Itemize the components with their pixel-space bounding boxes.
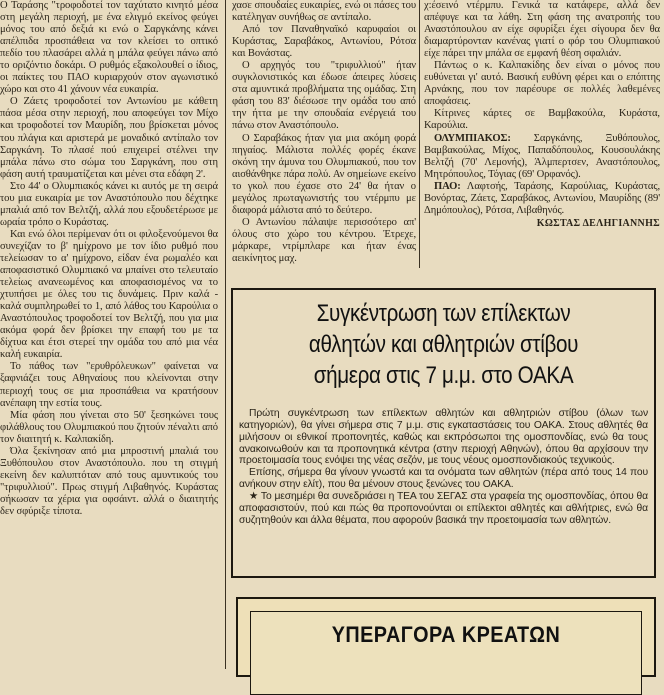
headline-line: αθλητών και αθλητριών στίβου — [308, 331, 579, 358]
lineup-text: Λαφτσής, Ταράσης, Καρούλιας, Κυράστας, Βονόρτας, Ζάετς, Σαραβάκος, Αντωνίου, Μαυρίδης (89' Δημόπουλος), Ρότσα, Λιβαθηνός. — [424, 180, 660, 216]
article-column-3 — [424, 0, 660, 285]
column-divider — [419, 0, 420, 268]
paragraph: Ο Σαραβάκος ήταν για μια ακόμη φορά πηγαίος. Μάλιστα πολλές φορές έκανε σκόνη την άμυνα του Ολυμπιακού, που τον αισθάνθηκε πάρα πολύ. Αν σημείωνε εκείνο το γκολ που έχασε στο 24' θα ήταν ο μεγάλος πρωταγωνιστής του ντέρμπυ με διαφορά μάλιστα από το δεύτερο. — [232, 132, 416, 216]
advertisement-frame — [250, 611, 642, 695]
paragraph: Μία φάση που γίνεται στο 50' ξεσηκώνει τους φιλάθλους του Ολυμπιακού που ζητούν πέναλτι από τον διαιτητή κ. Καλπακίδη. — [0, 409, 218, 445]
lineup-text: Σαργκάνης, Ξυθόπουλος, Βαμβακούλας, Μίχος, Παπαδόπουλος, Κουσουλάκης Βελτζή (70' Λεμονής), Άλμπερτσεν, Αναστόπουλος, Μητρόπουλος, Τόγιας (69' Ορφανός). — [424, 132, 660, 180]
paragraph: Πρώτη συγκέντρωση των επίλεκτων αθλητών και αθλητριών στίβου (όλων των κατηγοριών), θα γίνει σήμερα στις 7 μ.μ. στις εγκαταστάσεις του ΟΑΚΑ. Στους αθλητές θα μιλήσουν οι εθνικοί προπονητές, καθώς και εκπρόσωποι της ομοσπονδίας, ενώ θα τους ανακοινωθούν και τα προπονητικά κέντρα (στην περιοχή Αθηνών), όπου θα αρχίσουν την προετοιμασία τους ενόψει της νέας σεζόν, με τους νέους ομοσπονδιακούς τεχνικούς. — [239, 408, 648, 467]
lineup-pao — [424, 181, 660, 217]
byline: ΚΩΣΤΑΣ ΔΕΛΗΓΙΑΝΝΗΣ — [536, 217, 660, 229]
feature-body — [239, 408, 648, 578]
paragraph: χασε σπουδαίες ευκαιρίες, ενώ οι πάσες του κατέληγαν συνήθως σε αντίπαλο. — [232, 0, 416, 24]
column-divider — [225, 0, 226, 669]
article-column-2 — [232, 0, 416, 268]
paragraph: χ:έσεινό ντέρμπυ. Γενικά τα κατάφερε, αλλά δεν απέφυγε και τα λάθη. Στη φάση της ανατροπής του Αναστόπουλου αν είχε σφυρίξει έχει σίγουρα δεν θα διαμαρτύρονταν κανένας γιατί ο φόρ του Ολυμπιακού είχε πάρει την μπάλα σε εμφανή θέση σφαλιάν. — [424, 0, 660, 60]
paragraph: Πάντως ο κ. Καλπακίδης δεν είναι ο μόνος που ευθύνεται γι' αυτό. Βασική ευθύνη φέρει και ο επόπτης Αρνάκης, που τον παρέσυρε σε πολλές λαθεμένες αποφάσεις. — [424, 60, 660, 108]
paragraph: Από τον Παναθηναϊκό καρυφαίοι οι Κυράστας, Σαραβάκος, Αντωνίου, Ρότσα και Βονάστας. — [232, 24, 416, 60]
team-label: ΟΛΥΜΠΙΑΚΟΣ: — [434, 132, 511, 144]
advertisement-title: ΥΠΕΡΑΓΟΡΑ ΚΡΕΑΤΩΝ — [331, 622, 561, 647]
team-label: ΠΑΟ: — [434, 180, 461, 192]
paragraph: Στο 44' ο Ολυμπιακός κάνει κι αυτός με τη σειρά του μια ευκαιρία με τον Αναστόπουλο που δέχτηκε μπαλιά από τον Βελτζή, αλλά που εξουδετέρωσε με ωραία τρόπο ο Κυράστας. — [0, 180, 218, 228]
paragraph: Το πάθος των "ερυθρόλευκων" φαίνεται να ξαφνιάζει τους Αθηναίους που κλείνονται στην περιοχή τους σε μια προσπάθεια να κρατήσουν ανέπαφη την εστία τους. — [0, 361, 218, 409]
paragraph: Και ενώ όλοι περίμεναν ότι οι φιλοξενούμενοι θα συνεχίζαν το β' ημίχρονο με τον ίδιο ρυθμό που τελείωσαν το α' ημίχρονο, είδαν ένα ρωμαλέο και αποφασιστικό Ολυμπιακό να μπαίνει στο τελευταίο τελείως ανανεωμένος και αποφασισμένος να το χτυπήσει με όλες του τις δυνάμεις. Πριν καλά - καλά συμπληρωθεί το 1, από λάθος του Καρούλια ο Αναστόπουλος τροφοδοτεί τον Βελτζή, που για μια ακόμα φορά δεν βρίσκει την επαφή του με τα δίχτυα και έτσι στερεί την ομάδα του από μια νέα καλή ευκαιρία. — [0, 228, 218, 361]
headline-line: σήμερα στις 7 μ.μ. στο ΟΑΚΑ — [313, 362, 574, 389]
article-column-1 — [0, 0, 218, 669]
paragraph: Κίτρινες κάρτες σε Βαμβακούλα, Κυράστα, Καρούλια. — [424, 108, 660, 132]
paragraph: Ο Ταράσης "τροφοδοτεί τον ταχύτατο κινητό μέσα στη μεγάλη περιοχή, με ένα ελιγμό εκείνος φεύγει μόνος του από δεξιά κι ενώ ο Σαργκάνης κάνει απέλπιδα προσπάθεια να τον κλείσει το οπτικό πεδίο του πλασάρει αλλά η μπάλα φεύγει πάνω από το οριζόντιο δοκάρι. Ο ρυθμός εξακολουθεί ο ίδιος, οι παίκτες του ΠΑΟ κυριαρχούν στον αγωνιστικό χώρο και στο 41 χάνουν νέα ευκαιρία. — [0, 0, 218, 96]
feature-headline — [269, 298, 617, 391]
paragraph: ★ Το μεσημέρι θα συνεδριάσει η ΤΕΑ του ΣΕΓΑΣ στα γραφεία της ομοσπονδίας, όπου θα αποφασιστούν, πού και πώς θα προπονούνται οι επίλεκτοι αθλητές και αθλήτριες, ενώ θα συζητηθούν και άλλα θέματα, που αφορούν βασικά την προετοιμασία των αθλητών. — [239, 490, 648, 526]
paragraph: Όλα ξεκίνησαν από μια μπροστινή μπαλιά του Ξυθόπουλου στον Αναστόπουλο. που τη στιγμή εκείνη δεν καλυπτόταν από τους αμυντικούς του "τριφυλλιού". Πρως στιγμή Λιβαθηνός. Κυράστας σήκωσαν τα χέρια για οφσάιντ. αλλά ο διαιτητής δεν σφύριξε τίποτα. — [0, 445, 218, 517]
headline-line: Συγκέντρωση των επίλεκτων — [316, 300, 571, 327]
paragraph: Ο Αντωνίου πάλαιψε περισσότερο απ' όλους στο χώρο του κέντρου. Έτρεχε, μάρκαρε, ντρίμπλαρε και ήταν ένας αεικίνητος μαχ. — [232, 216, 416, 264]
advertisement — [236, 597, 656, 677]
feature-box — [231, 288, 656, 578]
paragraph: Επίσης, σήμερα θα γίνουν γνωστά και τα ονόματα των αθλητών (πέρα από τους 14 που ανήκουν στην ελίτ), που θα μένουν στους ξενώνες του ΟΑΚΑ. — [239, 467, 648, 491]
paragraph: Ο αρχηγός του "τριφυλλιού" ήταν συγκλονιστικός και έδωσε άπειρες λύσεις στα αμυντικά προβλήματα της ομάδας. Στη φάση του 83' διέσωσε την ομάδα του από την ήττα με την σπουδαία ενέργειά του πάνω στον Αναστόπουλο. — [232, 60, 416, 132]
paragraph: Ο Ζάετς τροφοδοτεί τον Αντωνίου με κάθετη πάσα μέσα στην περιοχή, που αποφεύγει τον Μίχο και τροφοδοτεί τον Μαυρίδη, που βρίσκεται μόνος του πλάγια και αριστερά με μοναδικό αντίπαλο τον Σαργκάνη. Το πλασέ πού επιχειρεί στέλνει την μπάλα πάνω στο σώμα του Σαργκάνη, που στη φάση αυτή τραυματίζεται και μένει στα εδάφη 2'. — [0, 96, 218, 180]
lineup-olympiakos — [424, 133, 660, 181]
